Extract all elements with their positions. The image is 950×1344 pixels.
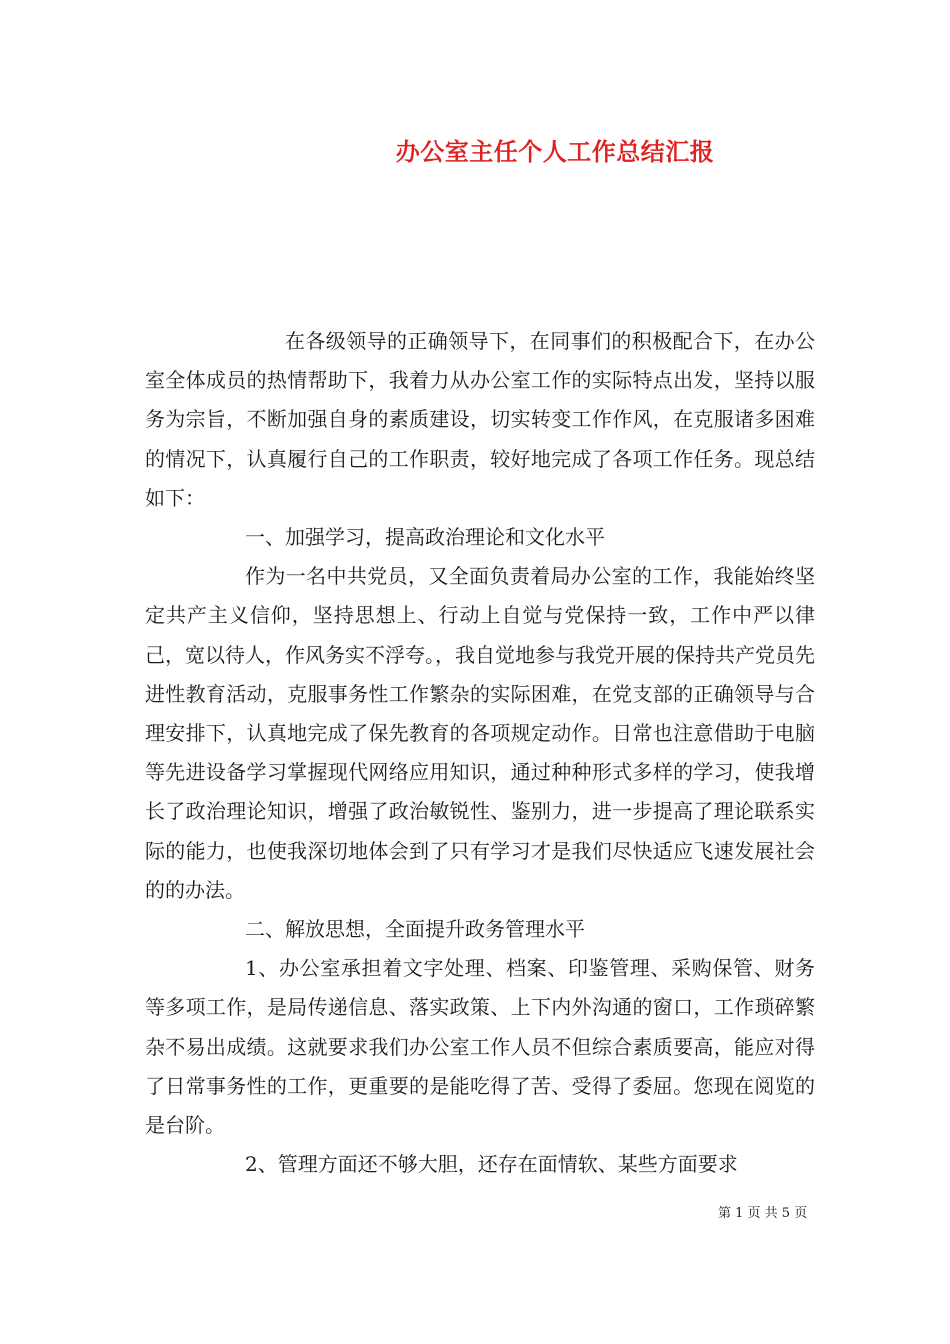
- section-heading-1: 一、加强学习，提高政治理论和文化水平: [245, 525, 605, 550]
- section-heading-2: 二、解放思想，全面提升政务管理水平: [245, 917, 585, 942]
- section-2-item-2: 2、管理方面还不够大胆，还存在面情软、某些方面要求: [245, 1152, 738, 1177]
- section-1-paragraph: 作为一名中共党员，又全面负责着局办公室的工作，我能始终坚定共产主义信仰，坚持思想上、行动上自觉与党保持一致，工作中严以律己，宽以待人，作风务实不浮夸。，我自觉地参与我党开展的保持共产党员先进性教育活动，克服事务性工作繁杂的实际困难，在党支部的正确领导与合理安排下，认真地完成了保先教育的各项规定动作。日常也注意借助于电脑等先进设备学习掌握现代网络应用知识，通过种种形式多样的学习，使我增长了政治理论知识，增强了政治敏锐性、鉴别力，进一步提高了理论联系实际的能力，也使我深切地体会到了只有学习才是我们尽快适应飞速发展社会的的办法。: [145, 564, 815, 902]
- document-body: [145, 322, 815, 1184]
- page-number-footer: 第 1 页 共 5 页: [718, 1206, 808, 1221]
- intro-paragraph: 在各级领导的正确领导下，在同事们的积极配合下，在办公室全体成员的热情帮助下，我着力从办公室工作的实际特点出发，坚持以服务为宗旨，不断加强自身的素质建设，切实转变工作作风，在克服诸多困难的情况下，认真履行自己的工作职责，较好地完成了各项工作任务。现总结如下：: [145, 329, 815, 510]
- document-title: 办公室主任个人工作总结汇报: [395, 137, 715, 166]
- section-2-item-1: 1、办公室承担着文字处理、档案、印鉴管理、采购保管、财务等多项工作，是局传递信息、落实政策、上下内外沟通的窗口，工作琐碎繁杂不易出成绩。这就要求我们办公室工作人员不但综合素质要高，能应对得了日常事务性的工作，更重要的是能吃得了苦、受得了委屈。您现在阅览的是台阶。: [145, 956, 815, 1138]
